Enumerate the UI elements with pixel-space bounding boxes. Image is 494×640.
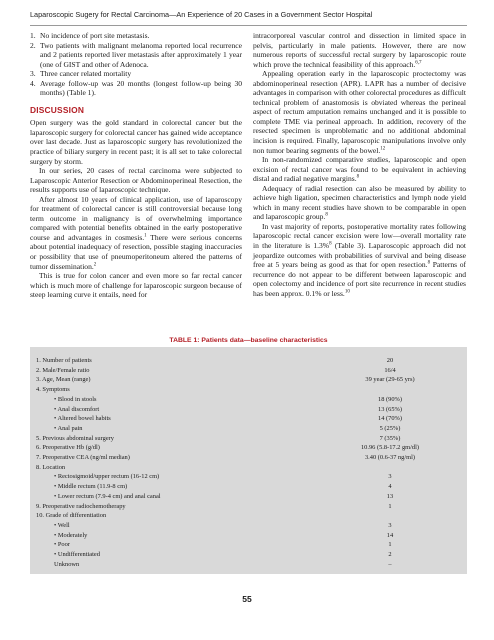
- discussion-paragraph-2: In our series, 20 cases of rectal carcinoma were subjected to Laparoscopic Anterior Resection or Abdominoperineal Resection, the results supports use of laparoscopic technique.: [30, 166, 242, 195]
- list-text: No incidence of port site metastasis.: [40, 31, 150, 40]
- right-paragraph-4: Adequacy of radial resection can also be measured by ability to achieve high ligation, specimen characteristics and lymph node yield which in many recent studies have shown to be comparable in open and laparoscopic group.$^8$: [253, 183, 466, 222]
- discussion-paragraph-1: Open surgery was the gold standard in colorectal cancer but the laparoscopic surgery for colorectal cancer has gained wide acceptance over last decade. Just as laparoscopic surgery has revolutionized the practice of biliary surgery in recent past; it is all set to take colorectal surgery by storm.: [30, 118, 242, 166]
- table-row: [30, 366, 467, 375]
- table-row-value: 3: [388, 473, 392, 481]
- table-row-label: Unknown: [54, 560, 80, 568]
- header-rule: [30, 25, 467, 26]
- table-row: [30, 521, 467, 530]
- list-text: Average follow-up was 20 months (longest follow-up being 30 months) (Table 1).: [40, 78, 242, 98]
- page-number: 55: [242, 594, 252, 604]
- table-row-value: 13: [386, 492, 394, 500]
- results-list-item: [30, 69, 242, 79]
- citation-ref: 8: [427, 260, 431, 266]
- results-list: [30, 31, 242, 98]
- table-row-label: 8. Location: [36, 463, 66, 471]
- table-row-label: 2. Male/Female ratio: [36, 366, 90, 374]
- table-row-label: 6. Preoperative Hb (g/dl): [36, 444, 100, 452]
- baseline-table: [30, 347, 467, 574]
- table-row-label: 9. Preoperative radiochemotherapy: [36, 502, 126, 510]
- table-row-label: 10. Grade of differentiation: [36, 512, 107, 520]
- table-row-label: 3. Age, Mean (range): [36, 376, 91, 384]
- table-row: [30, 424, 467, 433]
- list-number: 4.: [30, 78, 36, 88]
- table-row: [30, 443, 467, 452]
- table-row-value: 2: [388, 551, 392, 558]
- table-row-value: 16/4: [384, 366, 396, 374]
- table-row-value: 10.96 (5.8-17.2 gm/dl): [360, 444, 420, 452]
- table-row-value: 39 year (29-65 yrs): [365, 376, 415, 384]
- table-row-value: –: [388, 560, 392, 568]
- citation-ref: 8: [329, 241, 332, 247]
- right-paragraph-2: Appealing operation early in the laparoscopic proctectomy was abdominoperineal resection (APR). LAPR has a number of decisive advantages in comparison with other colorectal procedures as difficult technical problem of anastomosis is obviated whereas the perineal aspect of rectum amputation remains unchanged and it is possible to complete TME via perineal approach. In addition, recovery of the resected specimen is unproblematic and no additional abdominal incision is required. Finally, laparoscopic manipulations involve only non tumor bearing segments of the bowel.$^{12}$: [253, 69, 466, 155]
- table-row: [30, 560, 467, 569]
- table-row: [30, 531, 467, 540]
- right-paragraph-5: In vast majority of reports, postoperative mortality rates following laparoscopic rectal cancer excision were low—overall mortality rate in the literature is 1.3%$^8$ (Table 3). Laparoscopic approach did not jeopardize outcomes with probabilities of survival and being disease free at 5 years being as good as that for open resection.$^8$ Patterns of recurrence do not appear to be different between laparoscopic and open colectomy and incidence of port site recurrence in recent studies has been approx. 0.1% or less.$^{10}$: [253, 221, 466, 298]
- table-row: [30, 395, 467, 404]
- right-paragraph-1: intracorporeal vascular control and dissection in limited space in pelvis, particularly in male patients. However, there are now numerous reports of successful rectal surgery by laparoscopic route which prove the technical feasibility of this approach.$^{6,7}$: [253, 31, 466, 69]
- table-row: [30, 356, 467, 365]
- table-row-value: 14 (70%): [378, 415, 402, 423]
- table-row-label: • Anal discomfort: [54, 405, 100, 413]
- table-row-value: 5 (25%): [379, 424, 401, 432]
- table-row: [30, 511, 467, 520]
- list-text: Two patients with malignant melanoma reported local recurrence and 2 patients reported liver metastasis after approximately 1 year (one of GIST and other of Adenoca.: [40, 40, 242, 69]
- running-head: Laparoscopic Sugery for Rectal Carcinoma—An Experience of 20 Cases in a Government Sector Hospital: [30, 10, 373, 19]
- table-row-label: • Lower rectum (7.9-4 cm) and anal canal: [54, 492, 161, 500]
- table-row-label: • Anal pain: [54, 424, 83, 432]
- table-row: [30, 472, 467, 481]
- table-row-label: 5. Previous abdominal surgery: [36, 434, 114, 442]
- list-number: 3.: [30, 69, 36, 79]
- citation-ref: 2: [93, 262, 97, 268]
- table-row-label: 4. Symptoms: [36, 386, 70, 394]
- table-row: [30, 434, 467, 443]
- table-row: [30, 375, 467, 384]
- table-row-label: • Moderately: [54, 531, 88, 539]
- table-row-label: • Blood in stools: [54, 395, 97, 403]
- table-row: [30, 492, 467, 501]
- results-list-item: [30, 31, 242, 41]
- table-row-value: 1: [388, 541, 392, 549]
- table-row: [30, 463, 467, 472]
- table-row-value: 13 (65%): [378, 405, 402, 413]
- table-row: [30, 482, 467, 491]
- table-row-label: 1. Number of patients: [36, 357, 92, 364]
- table-row-label: • Well: [54, 521, 70, 529]
- table-row-value: 18 (90%): [378, 395, 402, 403]
- list-number: 2.: [30, 40, 36, 50]
- table-row: [30, 385, 467, 394]
- citation-ref: 8: [325, 212, 328, 218]
- discussion-paragraph-3: After almost 10 years of clinical application, use of laparoscopy for treatment of colorectal cancer is still controversial because long term outcome in malignancy is of overwhelming importance compared with potential benefits obtained in the early postoperative course and advantages in cosmesis.$^1$ There were serious concerns about potential inadequacy of resection, possible staging inaccuracies or possibility that use of pneumoperitoneum altered the patterns of tumor dissemination.$^2$: [30, 194, 242, 271]
- table-row-value: 4: [388, 483, 392, 491]
- results-list-item: [30, 40, 242, 70]
- table-row-value: 20: [386, 357, 394, 364]
- table-row-label: • Undifferentiated: [54, 551, 100, 558]
- table-row: [30, 502, 467, 511]
- table-row-value: 3.40 (0.6-37 ng/ml): [364, 454, 416, 461]
- list-text: Three cancer related mortality: [40, 69, 132, 79]
- table-row-label: 7. Preoperative CEA (ng/ml median): [36, 454, 130, 461]
- table-caption: TABLE 1: Patients data—baseline characteristics: [169, 337, 328, 344]
- list-number: 1.: [30, 31, 36, 40]
- table-row-label: • Altered bowel habits: [54, 415, 111, 423]
- table-row-label: • Rectosigmoid/upper rectum (16-12 cm): [54, 473, 160, 481]
- table-row: [30, 540, 467, 549]
- table-row: [30, 414, 467, 423]
- right-paragraph-3: In non-randomized comparative studies, laparoscopic and open excision of rectal cancer was found to be equivalent in achieving distal and radial negative margins.$^8$: [253, 155, 466, 184]
- table-row-value: 1: [388, 502, 392, 510]
- left-column: [30, 31, 242, 300]
- citation-ref: 8: [356, 174, 360, 180]
- results-list-item: [30, 78, 242, 98]
- table-row-value: 3: [388, 521, 392, 529]
- table-row: [30, 550, 467, 559]
- discussion-heading: DISCUSSION: [30, 104, 85, 115]
- table-row-label: • Poor: [54, 541, 70, 549]
- citation-ref: 10: [344, 289, 350, 295]
- citation-ref: 6,7: [415, 60, 422, 66]
- table-row-value: 14: [386, 531, 394, 539]
- citation-ref: 1: [144, 233, 147, 239]
- right-column: [253, 31, 466, 298]
- table-row-value: 7 (35%): [379, 434, 401, 442]
- table-row-label: • Middle rectum (11.9-8 cm): [54, 483, 128, 491]
- table-row: [30, 453, 467, 462]
- citation-ref: 12: [380, 146, 386, 152]
- discussion-paragraph-4: This is true for colon cancer and even more so far rectal cancer which is much more of challenge for laparoscopic surgeon because of steep learning curve it entails, need for: [30, 271, 242, 300]
- table-row: [30, 405, 467, 414]
